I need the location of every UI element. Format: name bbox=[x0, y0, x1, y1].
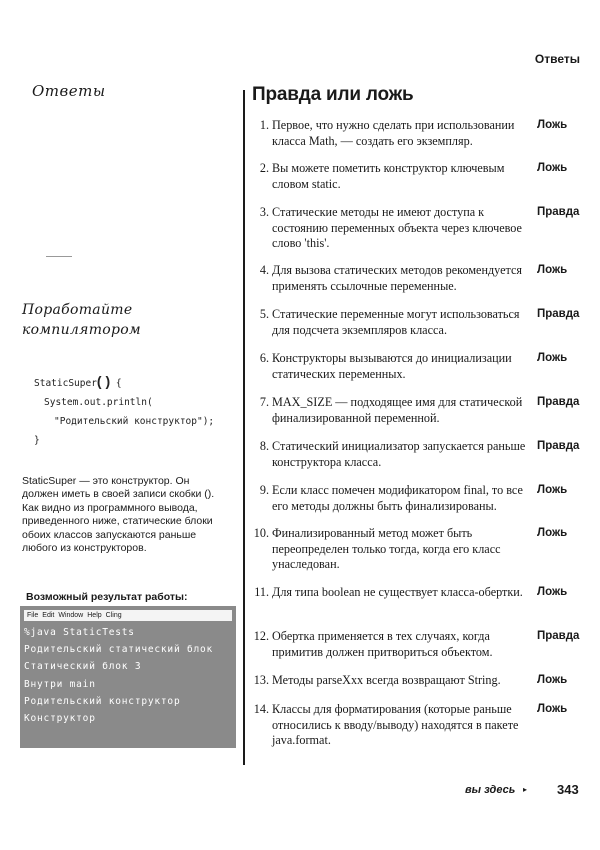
question-number: 11. bbox=[254, 585, 269, 599]
terminal-line: %java StaticTests bbox=[24, 627, 135, 638]
question-text: Вы можете пометить конструктор ключевым словом static. bbox=[272, 161, 505, 191]
question-answer: Правда bbox=[537, 396, 580, 408]
column-divider bbox=[243, 90, 245, 765]
footer-you-are-here: вы здесь bbox=[465, 784, 516, 796]
result-title: Возможный результат работы: bbox=[26, 591, 188, 603]
question-answer: Ложь bbox=[537, 674, 568, 686]
terminal-line: Статический блок 3 bbox=[24, 661, 142, 673]
sidebar-title-compiler bbox=[22, 300, 141, 340]
code-class-name: StaticSuper bbox=[34, 378, 97, 389]
question-text: Конструкторы вызываются до инициализации статических переменных. bbox=[272, 351, 512, 381]
question-text: MAX_SIZE — подходящее имя для статической финализированной переменной. bbox=[272, 395, 523, 425]
menu-cling[interactable]: Cling bbox=[105, 612, 122, 619]
terminal-menu-bar bbox=[24, 610, 232, 621]
question-answer: Ложь bbox=[537, 352, 568, 364]
question-text: Методы parseXxx всегда возвращают String. bbox=[272, 673, 501, 687]
question-answer: Ложь bbox=[537, 119, 568, 131]
question-answer: Правда bbox=[537, 206, 580, 218]
code-line-3: "Родительский конструктор"); bbox=[54, 416, 215, 427]
code-snippet bbox=[34, 372, 214, 450]
question-number: 12. bbox=[253, 629, 269, 643]
question-answer: Правда bbox=[537, 630, 580, 642]
question-answer: Ложь bbox=[537, 264, 568, 276]
question-answer: Ложь bbox=[537, 527, 568, 539]
sidebar-dash bbox=[46, 256, 72, 257]
menu-help[interactable]: Help bbox=[87, 612, 102, 619]
question-text: Обертка применяется в тех случаях, когда примитив должен притвориться объектом. bbox=[272, 629, 493, 659]
question-number: 1. bbox=[259, 118, 269, 132]
code-parentheses: ( ) bbox=[96, 373, 111, 389]
question-text: Для вызова статических методов рекомендуется применять ссылочные переменные. bbox=[272, 263, 523, 293]
sidebar-title-line1: Поработайте bbox=[22, 302, 133, 318]
question-number: 6. bbox=[259, 351, 269, 365]
sidebar-title-line2: компилятором bbox=[22, 322, 141, 338]
question-answer: Ложь bbox=[537, 162, 568, 174]
terminal-line: Родительский конструктор bbox=[24, 695, 181, 707]
running-header: Ответы bbox=[534, 52, 580, 66]
question-number: 8. bbox=[259, 439, 269, 453]
menu-window[interactable]: Window bbox=[58, 612, 84, 619]
menu-file[interactable]: File bbox=[27, 612, 39, 619]
question-number: 4. bbox=[259, 263, 269, 277]
question-text: Для типа boolean не существует класса-обертки. bbox=[272, 585, 523, 599]
code-brace: { bbox=[110, 378, 122, 389]
question-text: Классы для форматирования (которые раньше относились к вводу/выводу) находятся в пакете java.format. bbox=[272, 702, 519, 748]
code-line-2: System.out.println( bbox=[44, 397, 153, 408]
sidebar-title-answers: Ответы bbox=[32, 82, 106, 100]
question-text: Финализированный метод может быть переопределен только тогда, когда его класс унаследован. bbox=[272, 526, 501, 572]
question-number: 14. bbox=[253, 702, 269, 716]
terminal-line: Родительский статический блок bbox=[24, 644, 214, 656]
terminal-output bbox=[20, 621, 236, 727]
question-number: 13. bbox=[253, 673, 269, 687]
question-number: 3. bbox=[259, 205, 269, 219]
terminal-line: Внутри main bbox=[24, 678, 96, 690]
terminal-window bbox=[20, 606, 236, 748]
question-text: Статический инициализатор запускается раньше конструктора класса. bbox=[272, 439, 526, 469]
question-answer: Ложь bbox=[537, 484, 568, 496]
question-number: 9. bbox=[259, 483, 269, 497]
question-text: Статические методы не имеют доступа к состоянию переменных объекта через ключевое слово 'this'. bbox=[272, 205, 522, 251]
question-answer: Правда bbox=[537, 440, 580, 452]
question-text: Если класс помечен модификатором final, то все его методы должны быть финализированы. bbox=[272, 483, 523, 513]
code-line-1 bbox=[34, 372, 214, 393]
menu-edit[interactable]: Edit bbox=[42, 612, 55, 619]
question-answer: Правда bbox=[537, 308, 580, 320]
explanation-note: StaticSuper — это конструктор. Он должен иметь в своей записи скобки (). Как видно из программного вывода, приведенного ниже, статические блоки обоих классов запускаются раньше любого из конструкторов. bbox=[22, 475, 215, 555]
footer-arrow-icon: ▸ bbox=[523, 785, 528, 794]
question-number: 7. bbox=[259, 395, 269, 409]
code-line-4: } bbox=[34, 435, 40, 446]
question-answer: Ложь bbox=[537, 703, 568, 715]
page-number: 343 bbox=[557, 782, 579, 797]
terminal-line: Конструктор bbox=[24, 713, 96, 725]
question-text: Первое, что нужно сделать при использовании класса Math, — создать его экземпляр. bbox=[272, 118, 515, 148]
question-number: 5. bbox=[259, 307, 269, 321]
question-answer: Ложь bbox=[537, 586, 568, 598]
section-title: Правда или ложь bbox=[252, 84, 414, 105]
question-number: 2. bbox=[259, 161, 269, 175]
question-text: Статические переменные могут использоваться для подсчета экземпляров класса. bbox=[272, 307, 520, 337]
question-number: 10. bbox=[253, 526, 269, 540]
